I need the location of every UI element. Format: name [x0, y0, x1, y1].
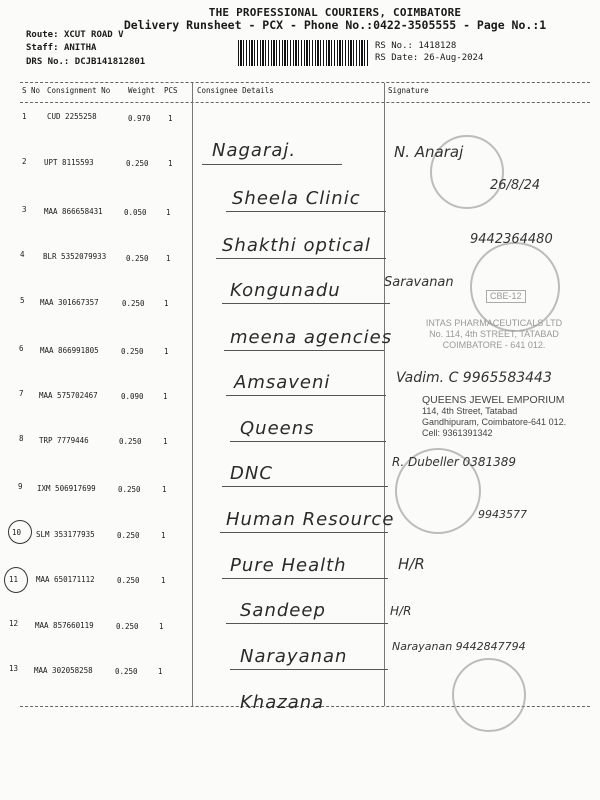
row-consignment: MAA 857660119	[35, 621, 94, 630]
rs-no-field	[375, 41, 456, 51]
staff-field	[26, 43, 96, 53]
consignee-underline	[226, 395, 386, 396]
signature: Saravanan	[384, 275, 454, 290]
rs-date-field	[375, 53, 483, 63]
consignee-underline	[202, 164, 342, 165]
row-pcs: 1	[162, 485, 167, 494]
consignee-handwritten: Kongunadu	[230, 280, 341, 301]
consignee-handwritten: meena agencies	[230, 327, 393, 348]
signature: 26/8/24	[490, 178, 541, 193]
consignee-underline	[224, 350, 384, 351]
row-weight: 0.250	[122, 299, 145, 308]
row-sno: 11	[9, 575, 19, 584]
row-sno: 9	[18, 482, 23, 491]
row-weight: 0.250	[117, 576, 140, 585]
row-weight: 0.250	[117, 531, 140, 540]
row-pcs: 1	[164, 347, 169, 356]
row-pcs: 1	[163, 437, 168, 446]
consignee-handwritten: Pure Health	[230, 555, 347, 576]
row-weight: 0.250	[126, 159, 149, 168]
signature: 9943577	[478, 508, 527, 521]
consignee-underline	[226, 211, 386, 212]
route-value: XCUT ROAD V	[63, 30, 124, 40]
consignee-handwritten: Amsaveni	[234, 372, 331, 393]
queens-stamp-line: Gandhipuram, Coimbatore-641 012.	[422, 417, 567, 427]
drs-label: DRS No.:	[26, 57, 70, 67]
col-pcs: PCS	[164, 86, 178, 95]
rs-no-value: 1418128	[418, 41, 457, 51]
row-consignment: MAA 650171112	[36, 575, 95, 584]
col-consignment: Consignment No	[47, 86, 111, 95]
consignee-handwritten: DNC	[230, 463, 273, 484]
table-top-rule	[20, 82, 590, 83]
queens-stamp-line: Cell: 9361391342	[422, 428, 493, 438]
row-sno: 6	[19, 344, 24, 353]
circular-stamp	[452, 658, 526, 732]
row-sno: 10	[12, 528, 22, 537]
drs-field	[26, 57, 145, 67]
consignee-underline	[222, 578, 388, 579]
queens-stamp-line: QUEENS JEWEL EMPORIUM	[422, 394, 565, 406]
row-sno: 1	[22, 112, 27, 121]
row-pcs: 1	[166, 254, 171, 263]
signature: Vadim. C 9965583443	[396, 370, 552, 386]
signature: 9442364480	[470, 232, 553, 247]
row-pcs: 1	[163, 392, 168, 401]
consignee-handwritten: Human Resource	[226, 509, 395, 530]
row-consignment: MAA 575702467	[39, 391, 98, 400]
table-header-rule	[20, 102, 590, 103]
intas-stamp	[404, 318, 584, 351]
consignee-underline	[222, 486, 388, 487]
signature: H/R	[398, 555, 425, 573]
row-weight: 0.250	[118, 485, 141, 494]
row-pcs: 1	[164, 299, 169, 308]
row-consignment: MAA 866658431	[44, 207, 103, 216]
consignee-handwritten: Nagaraj.	[212, 140, 297, 161]
row-sno: 3	[22, 205, 27, 214]
col-signature: Signature	[388, 86, 429, 95]
row-sno: 4	[20, 250, 25, 259]
row-weight: 0.250	[121, 347, 144, 356]
runsheet-title: Delivery Runsheet - PCX - Phone No.:0422-3505555 - Page No.:1	[123, 18, 547, 32]
consignee-underline	[222, 303, 390, 304]
row-weight: 0.050	[124, 208, 147, 217]
row-consignment: TRP 7779446	[39, 436, 89, 445]
queens-stamp-line: 114, 4th Street, Tatabad	[422, 406, 518, 416]
intas-stamp-line: COIMBATORE - 641 012.	[442, 340, 546, 350]
row-sno: 7	[19, 389, 24, 398]
row-pcs: 1	[166, 208, 171, 217]
consignee-underline	[230, 441, 386, 442]
rs-date-label: RS Date:	[375, 53, 419, 63]
row-pcs: 1	[161, 531, 166, 540]
row-pcs: 1	[161, 576, 166, 585]
queens-stamp	[422, 395, 590, 439]
cbe-stamp-label: CBE-12	[486, 290, 526, 303]
row-consignment: MAA 866991805	[40, 346, 99, 355]
consignee-handwritten: Sheela Clinic	[232, 188, 361, 209]
row-sno: 12	[9, 619, 19, 628]
intas-stamp-line: No. 114, 4th STREET, TATABAD	[429, 329, 559, 339]
consignee-underline	[220, 532, 388, 533]
row-sno: 5	[20, 296, 25, 305]
consignee-handwritten: Khazana	[240, 692, 325, 713]
consignee-underline	[226, 623, 388, 624]
signature: H/R	[390, 604, 412, 618]
consignee-underline	[230, 669, 388, 670]
route-field	[26, 30, 124, 40]
signature: R. Dubeller 0381389	[392, 455, 517, 469]
signature: N. Anaraj	[394, 143, 464, 161]
row-weight: 0.970	[128, 114, 151, 123]
row-sno: 13	[9, 664, 19, 673]
consignee-underline	[216, 258, 386, 259]
row-pcs: 1	[168, 159, 173, 168]
row-consignment: SLM 353177935	[36, 530, 95, 539]
staff-value: ANITHA	[63, 43, 97, 53]
consignee-column-rule	[192, 83, 193, 706]
row-weight: 0.250	[116, 622, 139, 631]
row-weight: 0.250	[115, 667, 138, 676]
consignee-handwritten: Shakthi optical	[222, 235, 371, 256]
row-pcs: 1	[158, 667, 163, 676]
row-sno: 8	[19, 434, 24, 443]
drs-value: DCJB141812801	[74, 57, 146, 67]
row-pcs: 1	[159, 622, 164, 631]
row-consignment: UPT 8115593	[44, 158, 94, 167]
rs-no-label: RS No.:	[375, 41, 413, 51]
consignee-handwritten: Sandeep	[240, 600, 326, 621]
consignee-handwritten: Queens	[240, 418, 315, 439]
signature: Narayanan 9442847794	[392, 640, 526, 653]
col-sno: S No	[22, 86, 41, 95]
intas-stamp-line: INTAS PHARMACEUTICALS LTD	[425, 318, 563, 328]
col-weight: Weight	[128, 86, 156, 95]
row-consignment: MAA 301667357	[40, 298, 99, 307]
consignee-handwritten: Narayanan	[240, 646, 348, 667]
col-consignee: Consignee Details	[197, 86, 274, 95]
row-consignment: IXM 506917699	[37, 484, 96, 493]
row-consignment: CUD 2255258	[47, 112, 97, 121]
row-pcs: 1	[168, 114, 173, 123]
staff-label: Staff:	[26, 43, 59, 53]
row-sno: 2	[22, 157, 27, 166]
company-title: THE PROFESSIONAL COURIERS, COIMBATORE	[208, 6, 462, 19]
row-weight: 0.250	[119, 437, 142, 446]
route-label: Route:	[26, 30, 59, 40]
row-consignment: BLR 5352079933	[43, 252, 107, 261]
row-weight: 0.090	[121, 392, 144, 401]
rs-date-value: 26-Aug-2024	[423, 53, 484, 63]
row-consignment: MAA 302058258	[34, 666, 93, 675]
barcode	[238, 40, 370, 66]
row-weight: 0.250	[126, 254, 149, 263]
